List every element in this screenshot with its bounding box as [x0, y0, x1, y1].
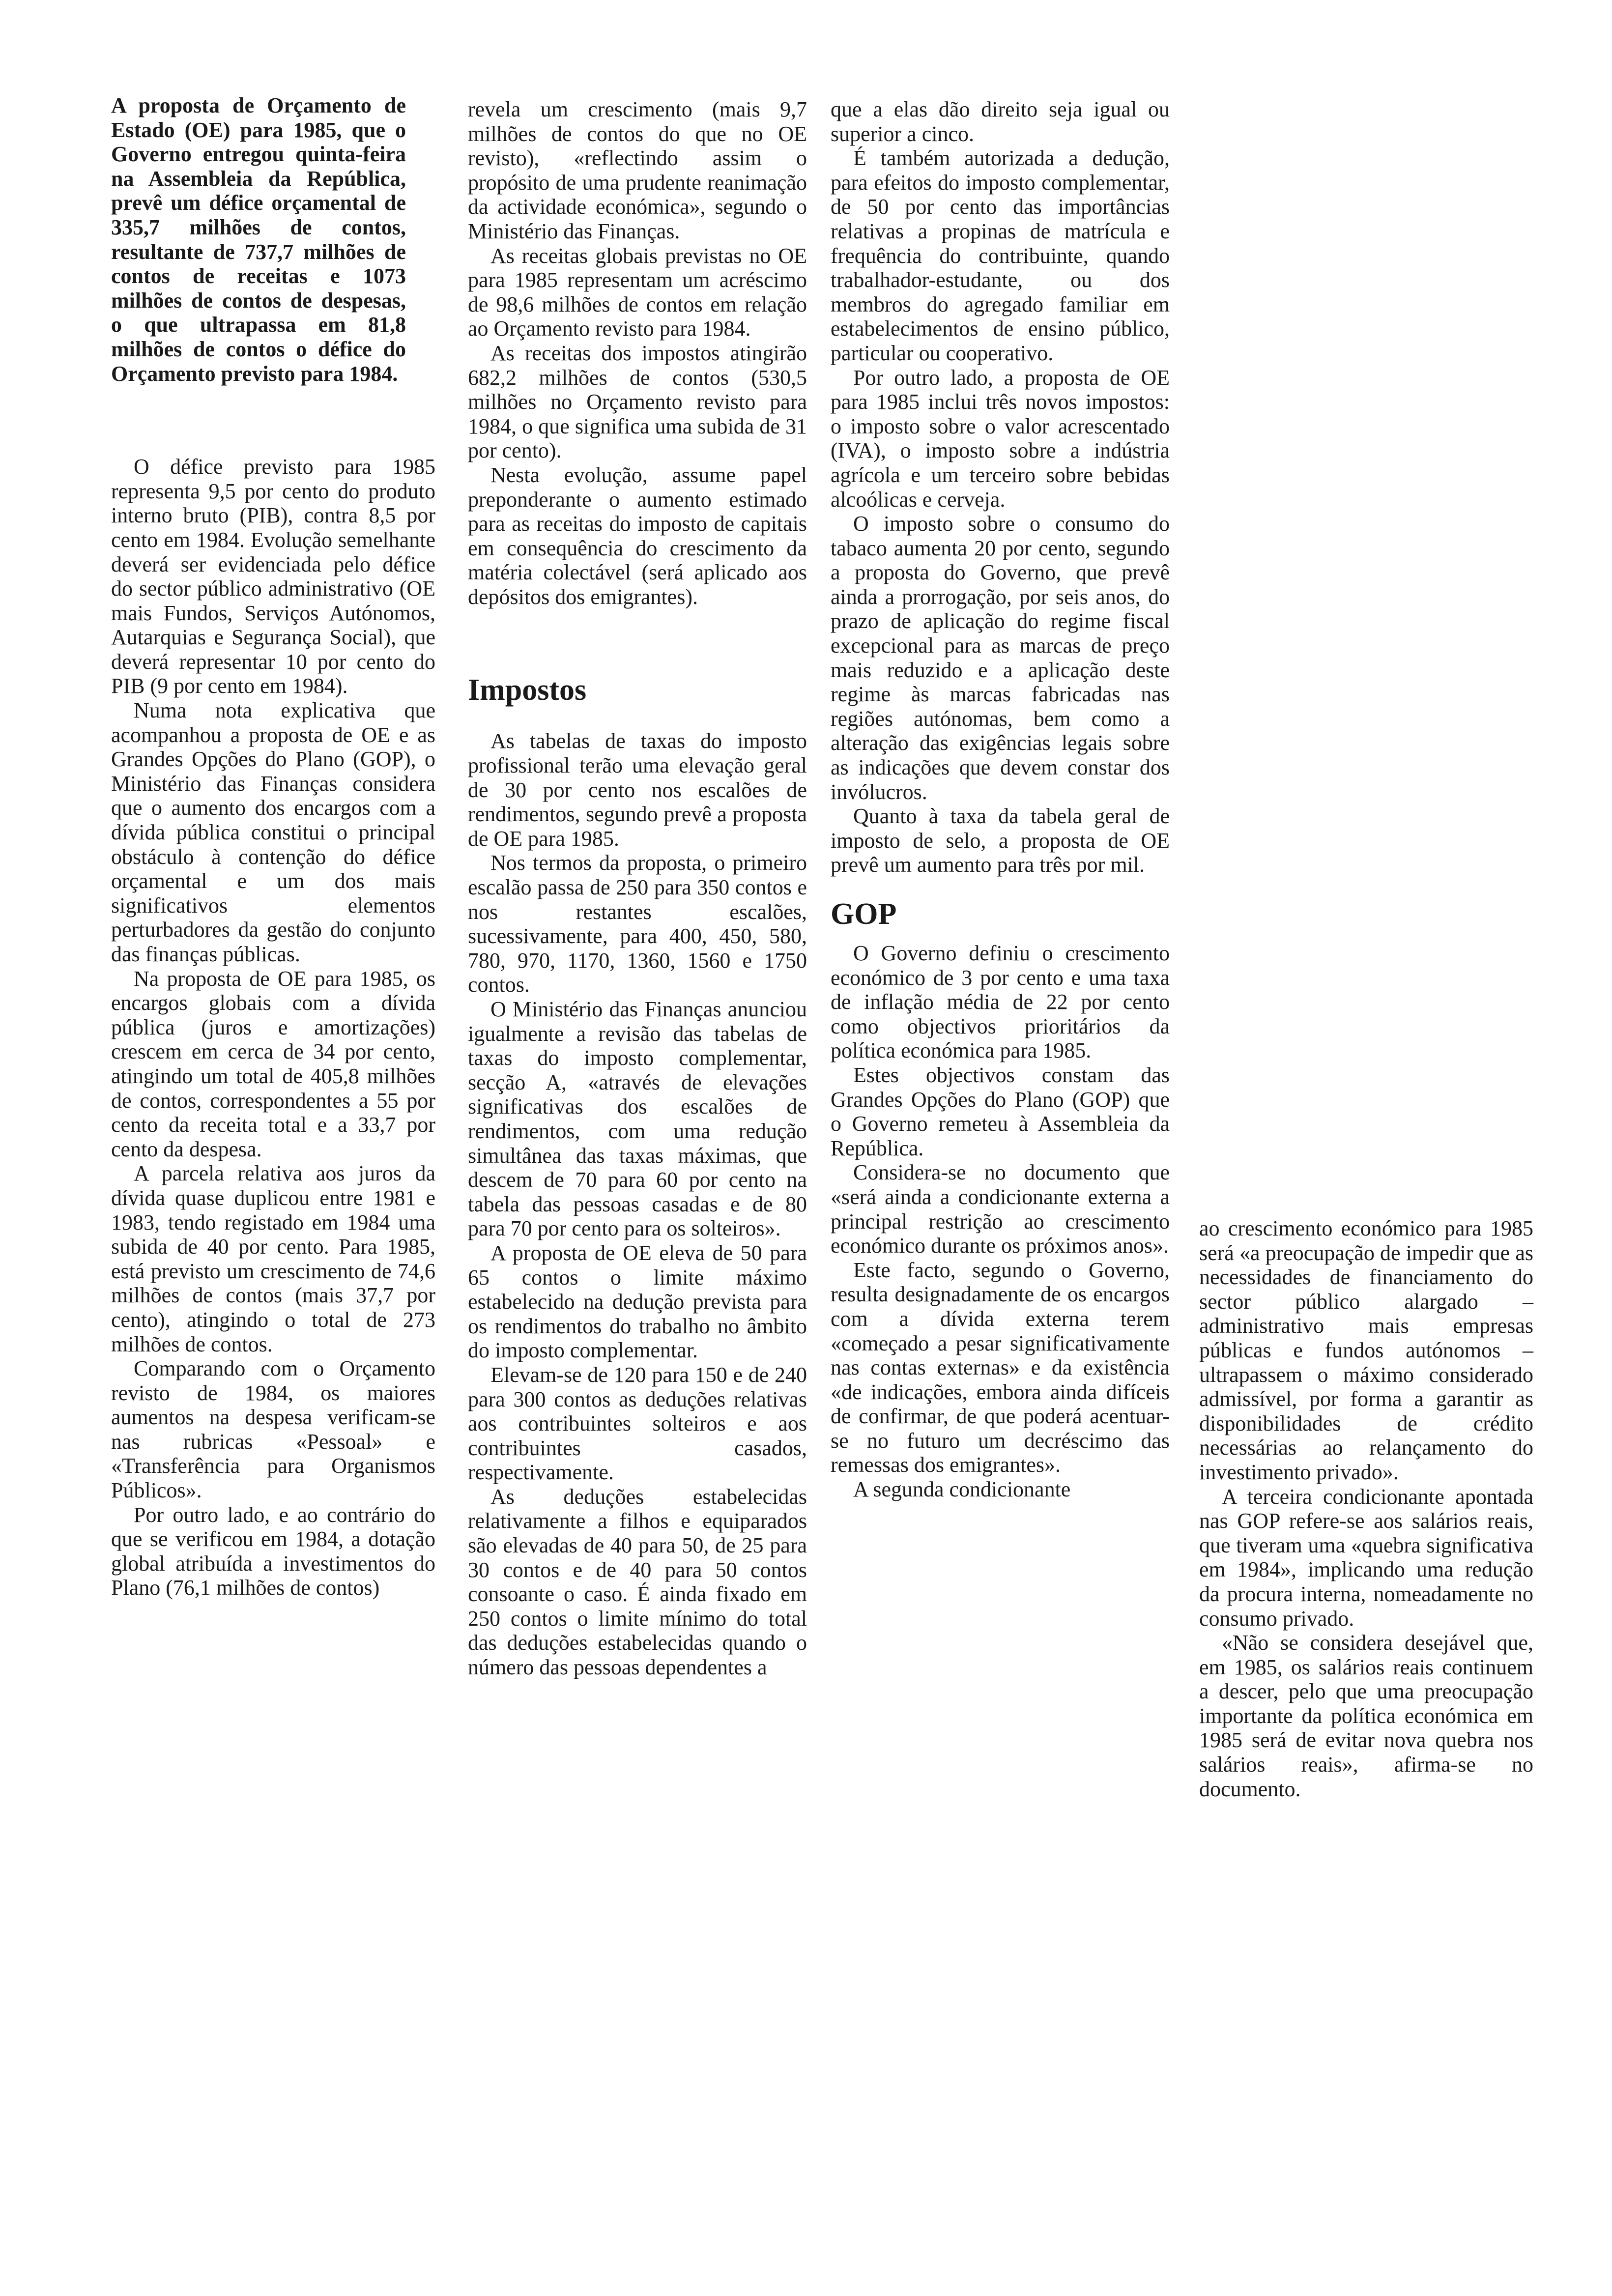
paragraph: A segunda condicionante: [853, 1477, 1071, 1502]
paragraph: Numa nota explicativa que acompanhou a proposta de OE e as Grandes Opções do Plano (GOP), o Ministério das Finanças considera que o aumento dos encargos com a dívida pública constitui o principal obstáculo à contenção do défice orçamental e um dos mais significativos elementos perturbadores da gestão do conjunto das finanças públicas.: [111, 698, 435, 966]
paragraph: que a elas dão direito seja igual ou superior a cinco.: [831, 97, 1170, 146]
paragraph: «Não se considera desejável que, em 1985, os salários reais continuem a descer, pelo que uma preocupação importante da política económica em 1985 será de evitar nova quebra nos salários reais», afirma-se no documento.: [1199, 1631, 1533, 1801]
column-3: [831, 97, 1170, 1502]
lead-paragraph: A proposta de Orçamento de Estado (OE) para 1985, que o Governo entregou quinta-feira na Assembleia da República, prevê um défice orçamental de 335,7 milhões de contos, resultante de 737,7 milhões de contos de receitas e 1073 milhões de contos de despesas, o que ultrapassa em 81,8 milhões de contos o défice do Orçamento previsto para 1984.: [111, 93, 406, 386]
paragraph: As receitas dos impostos atingirão 682,2 milhões de contos (530,5 milhões no Orçamento revisto para 1984, o que significa uma subida de 31 por cento).: [468, 341, 807, 463]
paragraph: A terceira condicionante apontada nas GOP refere-se aos salários reais, que tiveram uma «quebra significativa em 1984», implicando uma redução da procura interna, nomeadamente no consumo privado.: [1199, 1484, 1533, 1631]
paragraph: O Governo definiu o crescimento económico de 3 por cento e uma taxa de inflação média de 22 por cento como objectivos prioritários da política económica para 1985.: [831, 941, 1170, 1063]
section-heading-gop: GOP: [831, 897, 897, 931]
paragraph: A proposta de OE eleva de 50 para 65 contos o limite máximo estabelecido na dedução prevista para os rendimentos do trabalho no âmbito do imposto complementar.: [468, 1240, 807, 1363]
paragraph: O Ministério das Finanças anunciou igualmente a revisão das tabelas de taxas do imposto complementar, secção A, «através de elevações significativas dos escalões de rendimentos, com uma redução simultânea das taxas máximas, que descem de 70 para 60 por cento na tabela das pessoas casadas e de 80 para 70 por cento para os solteiros».: [468, 997, 807, 1241]
paragraph: Considera-se no documento que «será ainda a condicionante externa a principal restrição ao crescimento económico durante os próximos anos».: [831, 1160, 1170, 1258]
paragraph: Este facto, segundo o Governo, resulta designadamente de os encargos com a dívida externa terem «começado a pesar significativamente nas contas externas» e da existência «de indicações, embora ainda difíceis de confirmar, de que poderá acentuar-se no futuro um decréscimo das remessas dos emigrantes».: [831, 1258, 1170, 1477]
paragraph: ao crescimento económico para 1985 será «a preocupação de impedir que as necessidades de financiamento do sector público alargado – administrativo mais empresas públicas e fundos autónomos – ultrapassem o máximo considerado admissível, por forma a garantir as disponibilidades de crédito necessárias ao relançamento do investimento privado».: [1199, 1216, 1533, 1484]
paragraph: Comparando com o Orçamento revisto de 1984, os maiores aumentos na despesa verificam-se nas rubricas «Pessoal» e «Transferência para Organismos Públicos».: [111, 1356, 435, 1503]
paragraph: Elevam-se de 120 para 150 e de 240 para 300 contos as deduções relativas aos contribuintes solteiros e aos contribuintes casados, respectivamente.: [468, 1362, 807, 1485]
paragraph: Nos termos da proposta, o primeiro escalão passa de 250 para 350 contos e nos restantes escalões, sucessivamente, para 400, 450, 580, 780, 970, 1170, 1360, 1560 e 1750 contos.: [468, 851, 807, 997]
section-heading-impostos: Impostos: [468, 673, 587, 707]
paragraph: Por outro lado, e ao contrário do que se verificou em 1984, a dotação global atribuída a investimentos do Plano (76,1 milhões de contos): [111, 1502, 435, 1600]
paragraph: O imposto sobre o consumo do tabaco aumenta 20 por cento, segundo a proposta do Governo, que prevê ainda a prorrogação, por seis anos, do prazo de aplicação do regime fiscal excepcional para as marcas de preço mais reduzido e a aplicação deste regime às marcas fabricadas nas regiões autónomas, bem como a alteração das exigências legais sobre as indicações que devem constar dos invólucros.: [831, 512, 1170, 804]
paragraph: É também autorizada a dedução, para efeitos do imposto complementar, de 50 por cento das importâncias relativas a propinas de matrícula e frequência do contribuinte, quando trabalhador-estudante, ou dos membros do agregado familiar em estabelecimentos de ensino público, particular ou cooperativo.: [831, 146, 1170, 365]
paragraph: Nesta evolução, assume papel preponderante o aumento estimado para as receitas do imposto de capitais em consequência do crescimento da matéria colectável (será aplicado aos depósitos dos emigrantes).: [468, 462, 807, 609]
paragraph: As receitas globais previstas no OE para 1985 representam um acréscimo de 98,6 milhões de contos em relação ao Orçamento revisto para 1984.: [468, 243, 807, 341]
paragraph: O défice previsto para 1985 representa 9,5 por cento do produto interno bruto (PIB), contra 8,5 por cento em 1984. Evolução semelhante deverá ser evidenciada pelo défice do sector público administrativo (OE mais Fundos, Serviços Autónomos, Autarquias e Segurança Social), que deverá representar 10 por cento do PIB (9 por cento em 1984).: [111, 455, 435, 698]
paragraph: Estes objectivos constam das Grandes Opções do Plano (GOP) que o Governo remeteu à Assembleia da República.: [831, 1062, 1170, 1160]
paragraph: A parcela relativa aos juros da dívida quase duplicou entre 1981 e 1983, tendo registado em 1984 uma subida de 40 por cento. Para 1985, está previsto um crescimento de 74,6 milhões de contos (mais 37,7 por cento), atingindo o total de 273 milhões de contos.: [111, 1161, 435, 1356]
paragraph: Quanto à taxa da tabela geral de imposto de selo, a proposta de OE prevê um aumento para três por mil.: [831, 804, 1170, 877]
paragraph: Na proposta de OE para 1985, os encargos globais com a dívida pública (juros e amortizações) crescem em cerca de 34 por cento, atingindo um total de 405,8 milhões de contos, correspondentes a 55 por cento da receita total e a 33,7 por cento da despesa.: [111, 966, 435, 1161]
paragraph: revela um crescimento (mais 9,7 milhões de contos do que no OE revisto), «reflectindo assim o propósito de uma prudente reanimação da actividade económica», segundo o Ministério das Finanças.: [468, 97, 807, 243]
column-4: [1199, 1216, 1533, 1801]
column-1: [111, 93, 435, 1600]
paragraph: As tabelas de taxas do imposto profissional terão uma elevação geral de 30 por cento nos escalões de rendimentos, segundo prevê a proposta de OE para 1985.: [468, 729, 807, 851]
column-2: [468, 97, 807, 1680]
paragraph: Por outro lado, a proposta de OE para 1985 inclui três novos impostos: o imposto sobre o valor acrescentado (IVA), o imposto sobre a indústria agrícola e um terceiro sobre bebidas alcoólicas e cerveja.: [831, 365, 1170, 512]
paragraph: As deduções estabelecidas relativamente a filhos e equiparados são elevadas de 40 para 50, de 25 para 30 contos e de 40 para 50 contos consoante o caso. É ainda fixado em 250 contos o limite mínimo do total das deduções estabelecidas quando o número das pessoas dependentes a: [468, 1484, 807, 1680]
